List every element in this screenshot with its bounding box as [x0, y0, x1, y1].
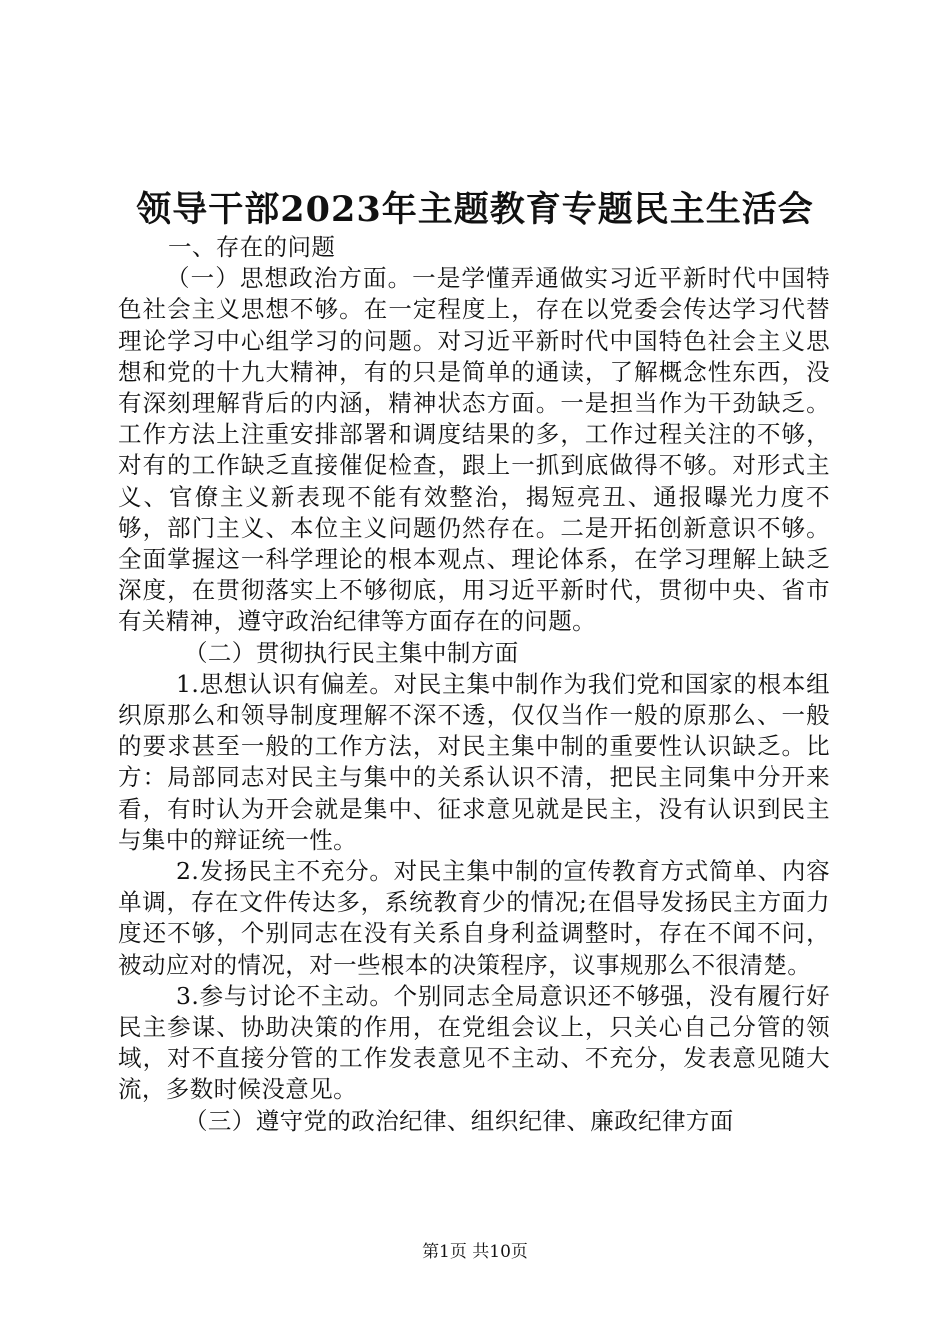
- subsection-heading: （二）贯彻执行民主集中制方面: [184, 638, 519, 667]
- paragraph-ideology: （一）思想政治方面。一是学懂弄通做实习近平新时代中国特色社会主义思想不够。在一定程度上，存在以党委会传达学习代替理论学习中心组学习的问题。对习近平新时代中国特色社会主义思想和党的十九大精神，有的只是简单的通读，了解概念性东西，没有深刻理解背后的内涵，精神状态方面。一是担当作为干劲缺乏。工作方法上注重安排部署和调度结果的多，工作过程关注的不够，对有的工作缺乏直接催促检查，跟上一抓到底做得不够。对形式主义、官僚主义新表现不能有效整治，揭短亮丑、通报曝光力度不够，部门主义、本位主义问题仍然存在。二是开拓创新意识不够。全面掌握这一科学理论的根本观点、理论体系，在学习理解上缺乏深度，在贯彻落实上不够彻底，用习近平新时代，贯彻中央、省市有关精神，遵守政治纪律等方面存在的问题。: [118, 264, 830, 636]
- paragraph-item-2: 2.发扬民主不充分。对民主集中制的宣传教育方式简单、内容单调，存在文件传达多，系统教育少的情况;在倡导发扬民主方面力度还不够，个别同志在没有关系自身利益调整时，存在不闻不问，被动应对的情况，对一些根本的决策程序，议事规那么不很清楚。: [118, 857, 830, 979]
- paragraph-item-3: 3.参与讨论不主动。个别同志全局意识还不够强，没有履行好民主参谋、协助决策的作用，在党组会议上，只关心自己分管的领域，对不直接分管的工作发表意见不主动、不充分，发表意见随大流，多数时候没意见。: [118, 981, 830, 1104]
- document-title: 领导干部2023年主题教育专题民主生活会: [136, 189, 814, 230]
- subsection-heading: （三）遵守党的政治纪律、组织纪律、廉政纪律方面: [184, 1106, 734, 1135]
- paragraph-item-1: 1.思想认识有偏差。对民主集中制作为我们党和国家的根本组织原那么和领导制度理解不深不透，仅仅当作一般的原那么、一般的要求甚至一般的工作方法，对民主集中制的重要性认识缺乏。比方：局部同志对民主与集中的关系认识不清，把民主同集中分开来看，有时认为开会就是集中、征求意见就是民主，没有认识到民主与集中的辩证统一性。: [118, 669, 830, 854]
- section-heading: 一、存在的问题: [168, 233, 336, 261]
- document-body: [118, 232, 830, 1137]
- page-number: 第1页 共10页: [422, 1242, 528, 1262]
